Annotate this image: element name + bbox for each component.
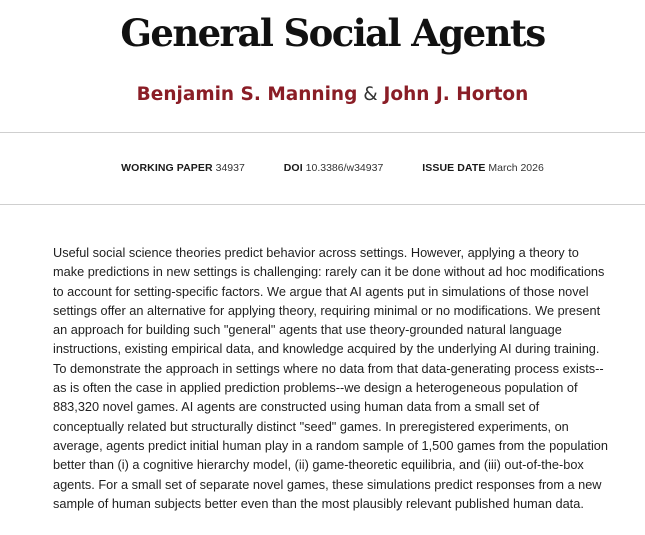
author-link-horton[interactable]: John J. Horton [383,84,529,105]
doi-meta [284,160,384,176]
working-paper-meta [121,160,245,176]
author-list [0,83,645,107]
divider-bottom [0,204,645,205]
author-link-manning[interactable]: Benjamin S. Manning [136,84,358,105]
author-separator: & [363,84,378,105]
divider-top [0,132,645,133]
issue-date-meta [422,160,544,176]
doi-value: 10.3386/w34937 [305,162,384,174]
working-paper-label: WORKING PAPER [121,162,213,174]
issue-date-label: ISSUE DATE [422,162,486,174]
working-paper-number: 34937 [215,162,245,174]
issue-date-value: March 2026 [488,162,544,174]
abstract-text: Useful social science theories predict behavior across settings. However, applying a theory to make predictions in new settings is challenging: rarely can it be done without ad hoc modifications to account for setting-specific factors. We argue that AI agents put in simulations of those novel settings offer an alternative for applying theory, requiring minimal or no modifications. We present an approach for building such "general" agents that use theory-grounded natural language instructions, existing empirical data, and knowledge acquired by the underlying AI during training. To demonstrate the approach in settings where no data from that data-generating process exists--as is often the case in applied prediction problems--we design a heterogeneous population of 883,320 novel games. AI agents are constructed using human data from a small set of conceptually related but structurally distinct "seed" games. In preregistered experiments, on average, agents predict initial human play in a random sample of 1,500 games from the population better than (i) a cognitive hierarchy model, (ii) game-theoretic equilibria, and (iii) out-of-the-box agents. For a small set of separate novel games, these simulations predict responses from a new sample of human subjects better even than the most plausibly relevant published human data. [53,245,608,511]
doi-label: DOI [283,162,303,174]
paper-metadata [0,160,645,176]
paper-title: General Social Agents [120,11,545,55]
